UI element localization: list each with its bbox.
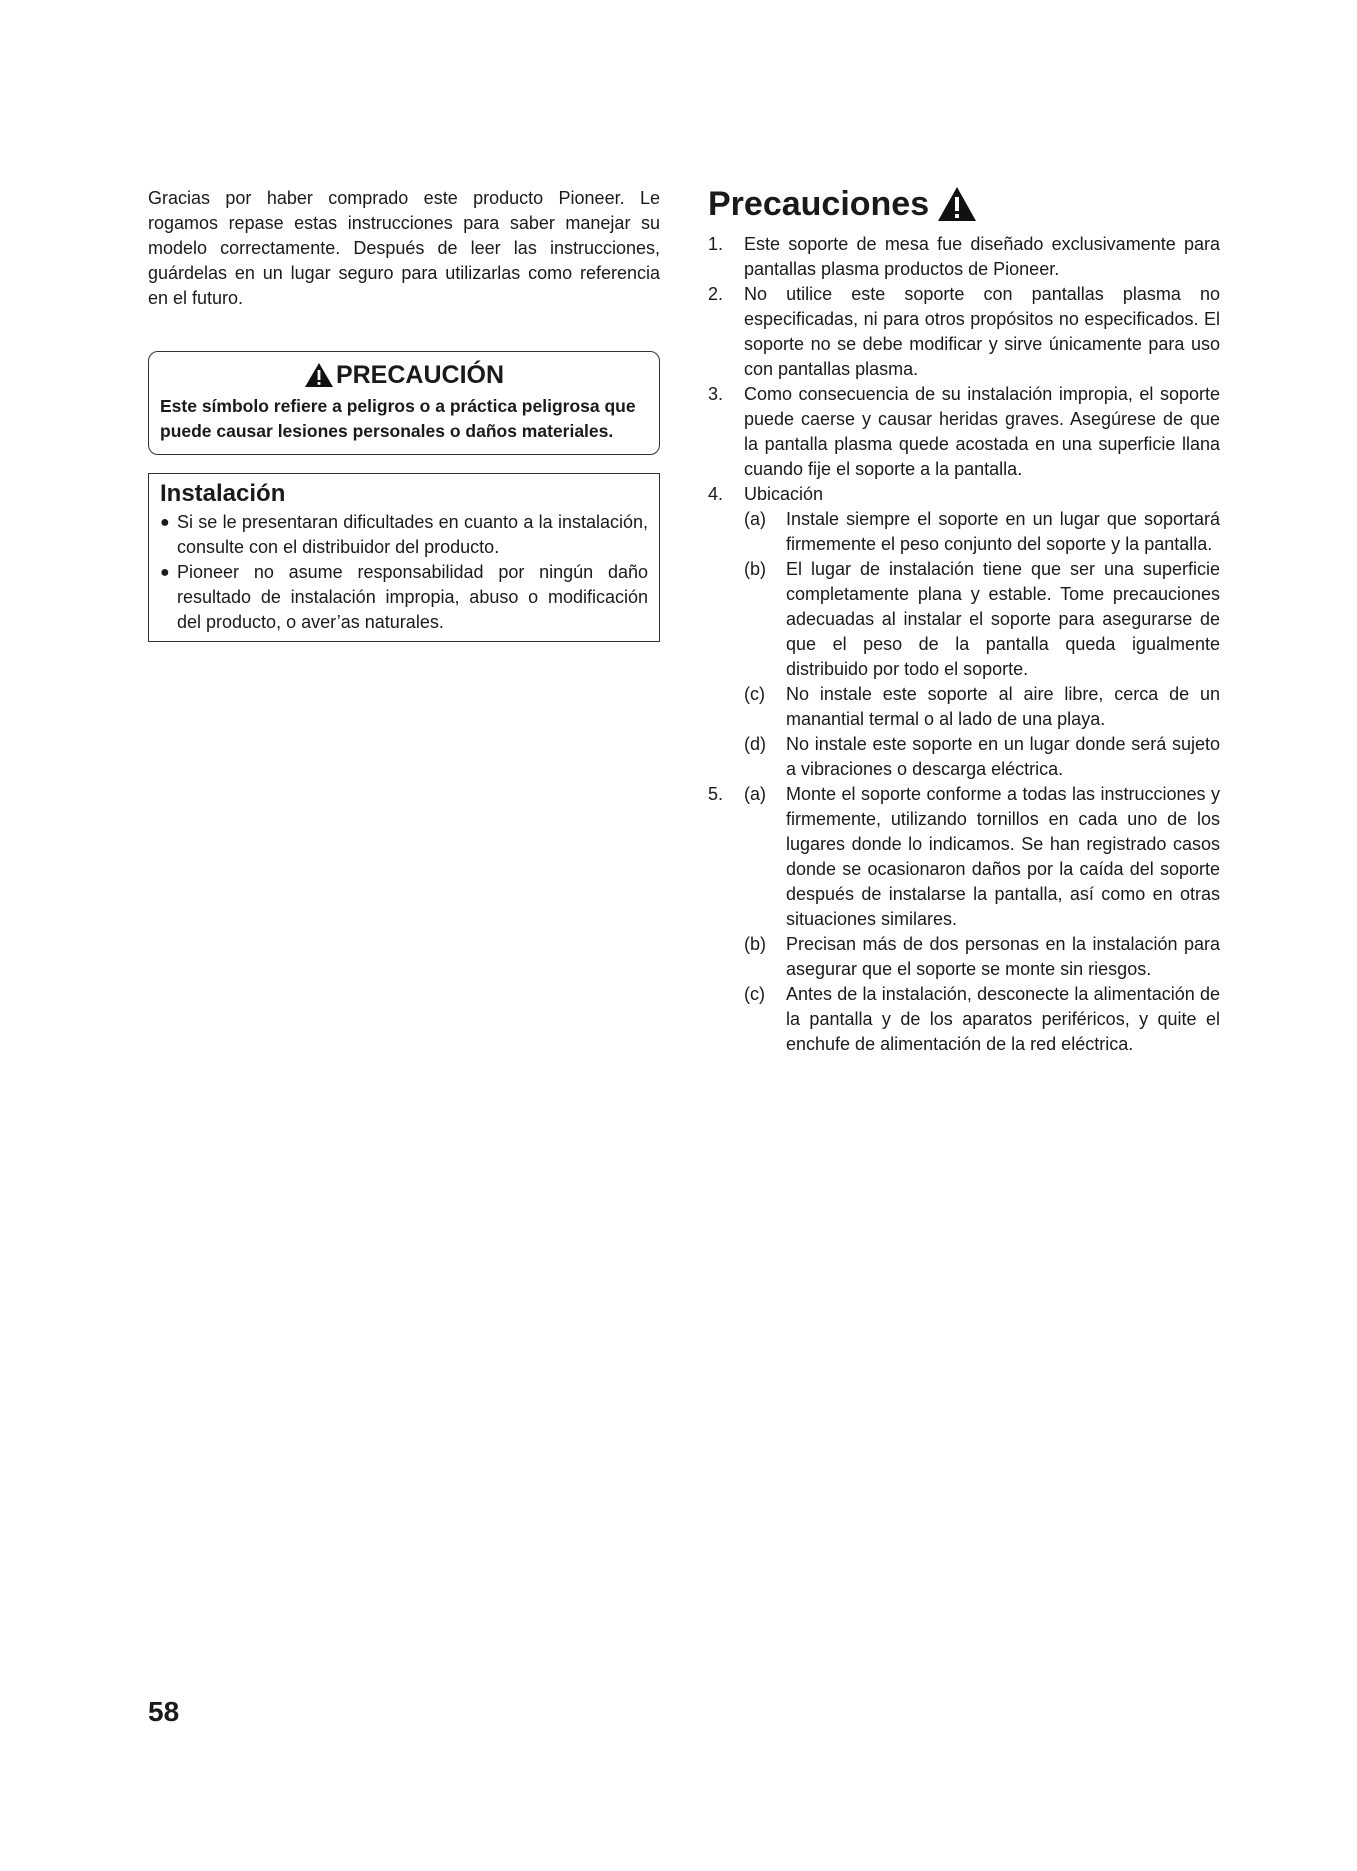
left-column (148, 186, 660, 642)
installation-bullet: ● Pioneer no asume responsabilidad por ningún daño resultado de instalación impropia, abuso o modificación del producto, o aver’as naturales. (160, 560, 648, 635)
installation-box (148, 473, 660, 642)
precaution-subitem: (a) Instale siempre el soporte en un lugar que soportará firmemente el peso conjunto del soporte y la pantalla. (744, 509, 1220, 554)
intro-paragraph: Gracias por haber comprado este producto Pioneer. Le rogamos repase estas instrucciones para saber manejar su modelo correctamente. Después de leer las instrucciones, guárdelas en un lugar seguro para utilizarlas como referencia en el futuro. (148, 188, 660, 308)
precaution-subitem: (b) Precisan más de dos personas en la instalación para asegurar que el soporte se monte sin riesgos. (744, 934, 1220, 979)
precaution-subitem: (d) No instale este soporte en un lugar donde será sujeto a vibraciones o descarga eléctrica. (744, 734, 1220, 779)
precautions-heading (708, 182, 1220, 226)
warning-triangle-icon (304, 362, 334, 388)
precaution-subitem: (c) Antes de la instalación, desconecte la alimentación de la pantalla y de los aparatos periféricos, y quite el enchufe de alimentación de la red eléctrica. (744, 984, 1220, 1054)
precaution-subitem: (c) No instale este soporte al aire libre, cerca de un manantial termal o al lado de una playa. (744, 684, 1220, 729)
caution-box (148, 351, 660, 455)
precaution-item-5-subs (744, 782, 1220, 1057)
caution-text: Este símbolo refiere a peligros o a práctica peligrosa que puede causar lesiones personales o daños materiales. (160, 396, 636, 441)
precaution-item: 3. Como consecuencia de su instalación impropia, el soporte puede caerse y causar heridas graves. Asegúrese de que la pantalla plasma quede acostada en una superficie llana cuando fije el soporte a la pantalla. (708, 384, 1220, 479)
installation-bullet: ● Si se le presentaran dificultades en cuanto a la instalación, consulte con el distribuidor del producto. (160, 510, 648, 560)
bullet-dot-icon: ● (160, 514, 170, 531)
page-number: 58 (148, 1696, 180, 1727)
caution-heading (160, 360, 648, 390)
precautions-title: Precauciones (708, 185, 930, 223)
right-column (708, 182, 1220, 1057)
installation-title: Instalación (160, 480, 286, 507)
precaution-item: 1. Este soporte de mesa fue diseñado exclusivamente para pantallas plasma productos de Pioneer. (708, 234, 1220, 279)
precaution-item: 4. Ubicación (708, 484, 824, 504)
precaution-subitem: (b) El lugar de instalación tiene que ser una superficie completamente plana y estable. Tome precauciones adecuadas al instalar el soporte para asegurarse de que el peso de la pantalla queda igualmente distribuido por todo el soporte. (744, 559, 1220, 679)
caution-title: PRECAUCIÓN (335, 361, 505, 389)
warning-triangle-icon (937, 186, 977, 222)
bullet-dot-icon: ● (160, 564, 170, 581)
precaution-item: 5. (a) Monte el soporte conforme a todas las instrucciones y firmemente, utilizando tornillos en cada uno de los lugares donde lo indicamos. Se han registrado casos donde se ocasionaron daños por la caída del soporte después de instalarse la pantalla, así como en otras situaciones similares. (b) Precisan más de dos personas en la instalación para asegurar que el soporte se monte sin riesgos. (c) Antes de la instalación, desconecte la alimentación de la pantalla y de los aparatos periféricos, y quite el enchufe de alimentación de la red eléctrica. (708, 782, 1220, 1057)
precaution-subitem: (a) Monte el soporte conforme a todas las instrucciones y firmemente, utilizando tornillos en cada uno de los lugares donde lo indicamos. Se han registrado casos donde se ocasionaron daños por la caída del soporte después de instalarse la pantalla, así como en otras situaciones similares. (744, 784, 1220, 929)
precaution-item: 2. No utilice este soporte con pantallas plasma no especificadas, ni para otros propósitos no especificados. El soporte no se debe modificar y sirve únicamente para uso con pantallas plasma. (708, 284, 1220, 379)
